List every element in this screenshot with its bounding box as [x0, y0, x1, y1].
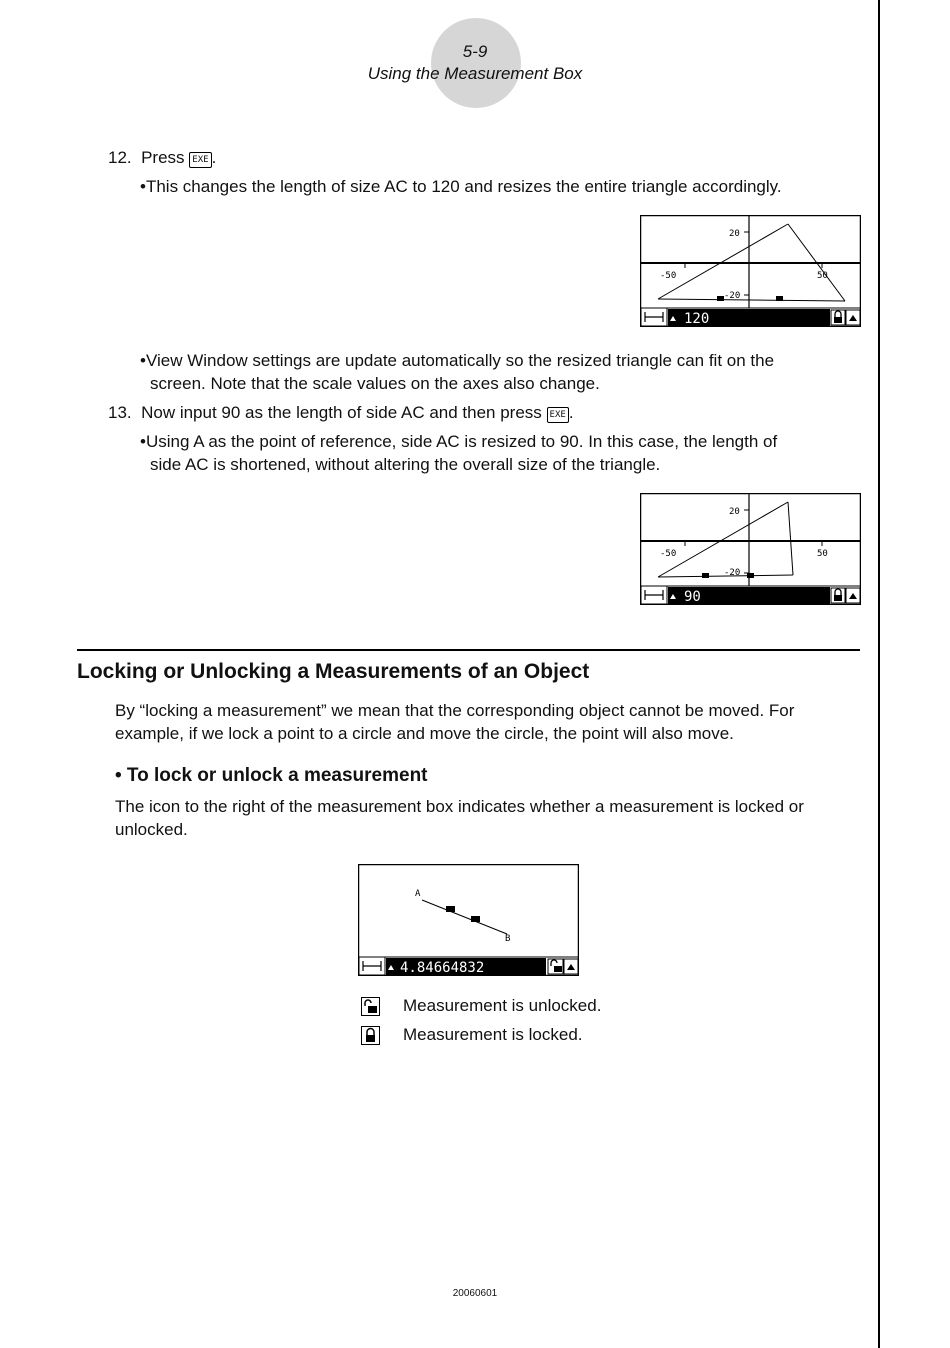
point-b-label: B: [505, 934, 511, 944]
y-top-tick: 20: [729, 229, 740, 239]
exe-key-icon: EXE: [547, 407, 569, 423]
y-bottom-tick: -20: [724, 568, 741, 578]
bullet-continued: side AC is shortened, without altering the overall size of the triangle.: [150, 455, 661, 474]
header-circle: [431, 18, 521, 108]
x-left-tick: -50: [660, 549, 677, 559]
measurement-value: 120: [684, 311, 710, 327]
page-edge-rule: [878, 0, 880, 1348]
legend-locked-text: Measurement is locked.: [403, 1025, 583, 1044]
step-number: 12.: [108, 148, 132, 167]
body-line: The icon to the right of the measurement box indicates whether a measurement is locked or: [115, 797, 804, 816]
exe-key-icon: EXE: [189, 152, 211, 168]
section-heading: Locking or Unlocking a Measurements of an Object: [77, 660, 590, 683]
footer-code: 20060601: [452, 1288, 498, 1299]
calculator-screen-2: [640, 493, 861, 605]
section-title-header: Using the Measurement Box: [367, 64, 583, 83]
y-bottom-tick: -20: [724, 291, 741, 301]
unlocked-padlock-icon: [361, 997, 380, 1016]
x-left-tick: -50: [660, 271, 677, 281]
bullet-continued: screen. Note that the scale values on the axes also change.: [150, 374, 600, 393]
step-text: Press: [141, 148, 185, 167]
measurement-value: 90: [684, 589, 701, 605]
section-divider: [77, 649, 860, 651]
step-number: 13.: [108, 403, 132, 422]
body-line: unlocked.: [115, 820, 188, 839]
bullet: •Using A as the point of reference, side AC is resized to 90. In this case, the length of: [140, 432, 778, 451]
measurement-value: 4.84664832: [400, 960, 485, 976]
intro-line: example, if we lock a point to a circle and move the circle, the point will also move.: [115, 724, 734, 743]
intro-line: By “locking a measurement” we mean that the corresponding object cannot be moved. For: [115, 701, 795, 720]
step-13: 13. Now input 90 as the length of side AC and then press EXE .: [108, 403, 574, 422]
x-right-tick: 50: [817, 549, 828, 559]
bullet: •View Window settings are update automatically so the resized triangle can fit on the: [140, 351, 775, 370]
legend-unlocked-text: Measurement is unlocked.: [403, 996, 602, 1015]
step-text: Now input 90 as the length of side AC and then press: [141, 403, 542, 422]
step-12: 12. Press EXE .: [108, 148, 217, 167]
locked-padlock-icon: [361, 1026, 380, 1045]
section-number: 5-9: [462, 42, 488, 61]
subsection-heading: • To lock or unlock a measurement: [115, 765, 428, 786]
bullet: •This changes the length of size AC to 120 and resizes the entire triangle accordingly.: [140, 177, 782, 196]
x-right-tick: 50: [817, 271, 828, 281]
y-top-tick: 20: [729, 507, 740, 517]
calculator-screen-1: [640, 215, 861, 327]
point-a-label: A: [415, 889, 421, 899]
calculator-screen-3: [358, 864, 579, 976]
